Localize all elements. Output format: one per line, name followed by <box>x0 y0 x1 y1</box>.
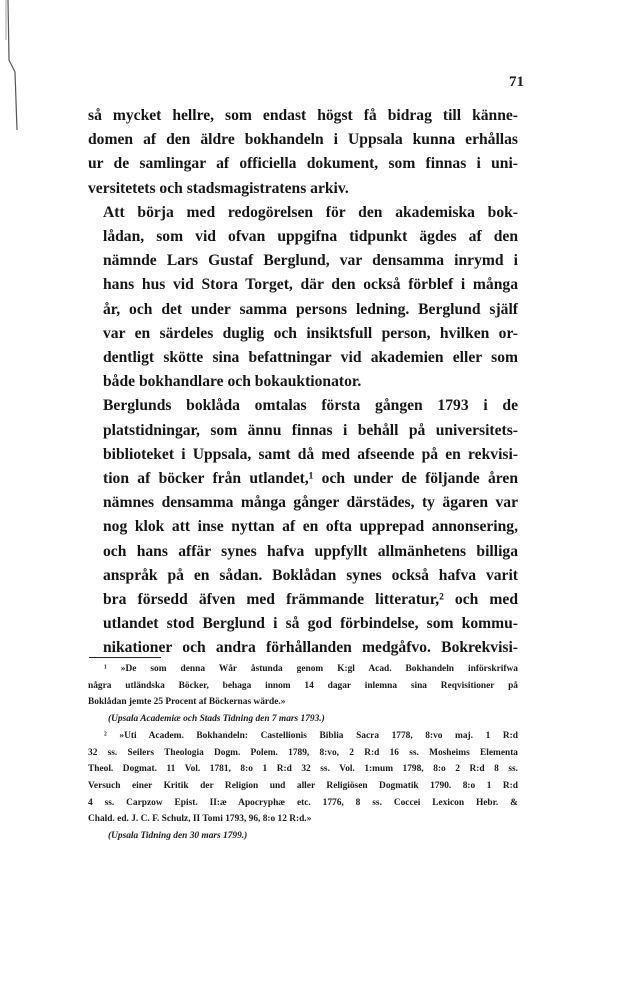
footnote-source: (Upsala Tidning den 30 mars 1799.) <box>108 831 248 842</box>
text-line: utlandet stod Berglund i så god förbindelse, som kommu- <box>103 615 518 633</box>
text-line: nämnes densamma många gånger därstädes, ty ägaren var <box>103 494 518 512</box>
paragraph-3 <box>88 394 518 660</box>
text-line: Att börja med redogörelsen för den akademiska bok- <box>103 203 518 221</box>
text-line: och hans affär synes hafva uppfyllt allmänhetens billiga <box>103 542 518 560</box>
text-line: dentligt skötte sina befattningar vid akademien eller som <box>103 349 518 367</box>
text-line: nämnde Lars Gustaf Berglund, var densamma inrymd i <box>103 252 518 270</box>
footnote-line: några utländska Böcker, behaga innom 14 dagar inlemna sina Reqvisitioner på <box>88 680 518 691</box>
text-line: nikationer och andra förhållanden medgåfvo. Bokrekvisi- <box>103 639 518 657</box>
footnote-line: Chald. ed. J. C. F. Schulz, II Tomi 1793, 96, 8:o 12 R:d.» <box>88 814 312 825</box>
text-line: var en särdeles duglig och insiktsfull person, hvilken or- <box>103 324 518 342</box>
footnote-line: Versuch einer Kritik der Religion und aller Religiösen Dogmatik 1790. 8:o 1 R:d <box>88 780 518 791</box>
text-line: platstidningar, som ännu finnas i behåll på universitets- <box>103 421 518 439</box>
text-line: ur de samlingar af officiella dokument, som finnas i uni- <box>88 155 518 173</box>
text-line: bra försedd äfven med främmande litteratur,² och med <box>103 591 518 609</box>
paragraph-2 <box>88 201 518 395</box>
paragraph-1 <box>88 104 518 201</box>
footnote-1 <box>88 661 518 728</box>
text-line: lådan, som vid ofvan uppgifna tidpunkt ägdes af den <box>103 228 518 246</box>
text-line: så mycket hellre, som endast högst få bidrag till känne- <box>88 107 518 124</box>
text-line: hans hus vid Stora Torget, där den också förblef i många <box>103 276 518 294</box>
footnote-line: Theol. Dogmat. 11 Vol. 1781, 8:o 1 R:d 32 ss. Vol. 1:mum 1798, 8:o 2 R:d 8 ss. <box>88 764 518 775</box>
text-line: versitetets och stadsmagistratens arkiv. <box>88 179 349 197</box>
page-number: 71 <box>509 74 524 90</box>
text-line: nog klok att inse nyttan af en ofta upprepad annonsering, <box>103 518 518 536</box>
footnote-line: 4 ss. Carpzow Epist. II:æ Apocryphæ etc. 1776, 8 ss. Coccei Lexicon Hebr. & <box>88 797 518 808</box>
body-text <box>88 104 518 661</box>
text-line: anspråk på en sådan. Boklådan synes också hafva varit <box>103 566 518 584</box>
page-edge-mark <box>5 0 27 130</box>
text-line: domen af den äldre bokhandeln i Uppsala kunna erhållas <box>88 131 518 149</box>
text-line: tion af böcker från utlandet,¹ och under de följande åren <box>103 470 518 488</box>
text-line: år, och det under samma persons ledning. Berglund själf <box>103 300 518 318</box>
footnote-divider <box>89 657 161 658</box>
footnote-line: 32 ss. Seilers Theologia Dogm. Polem. 1789, 8:vo, 2 R:d 16 ss. Mosheims Elementa <box>88 747 518 758</box>
footnote-line: ² »Uti Academ. Bokhandeln: Castellionis Biblia Sacra 1778, 8:vo maj. 1 R:d <box>104 730 518 741</box>
text-line: biblioteket i Uppsala, samt då med afseende på en rekvisi- <box>103 445 518 463</box>
footnote-line: Boklådan jemte 25 Procent af Böckernas wärde.» <box>88 697 286 708</box>
text-line: Berglunds boklåda omtalas första gången 1793 i de <box>103 397 518 415</box>
footnote-source: (Upsala Academiæ och Stads Tidning den 7 mars 1793.) <box>108 714 325 725</box>
text-line: både bokhandlare och bokauktionator. <box>103 373 362 391</box>
footnote-2 <box>88 728 518 845</box>
footnotes <box>88 661 518 845</box>
footnote-line: ¹ »De som denna Wår åstunda genom K:gl Acad. Bokhandeln införskrifwa <box>104 664 518 674</box>
